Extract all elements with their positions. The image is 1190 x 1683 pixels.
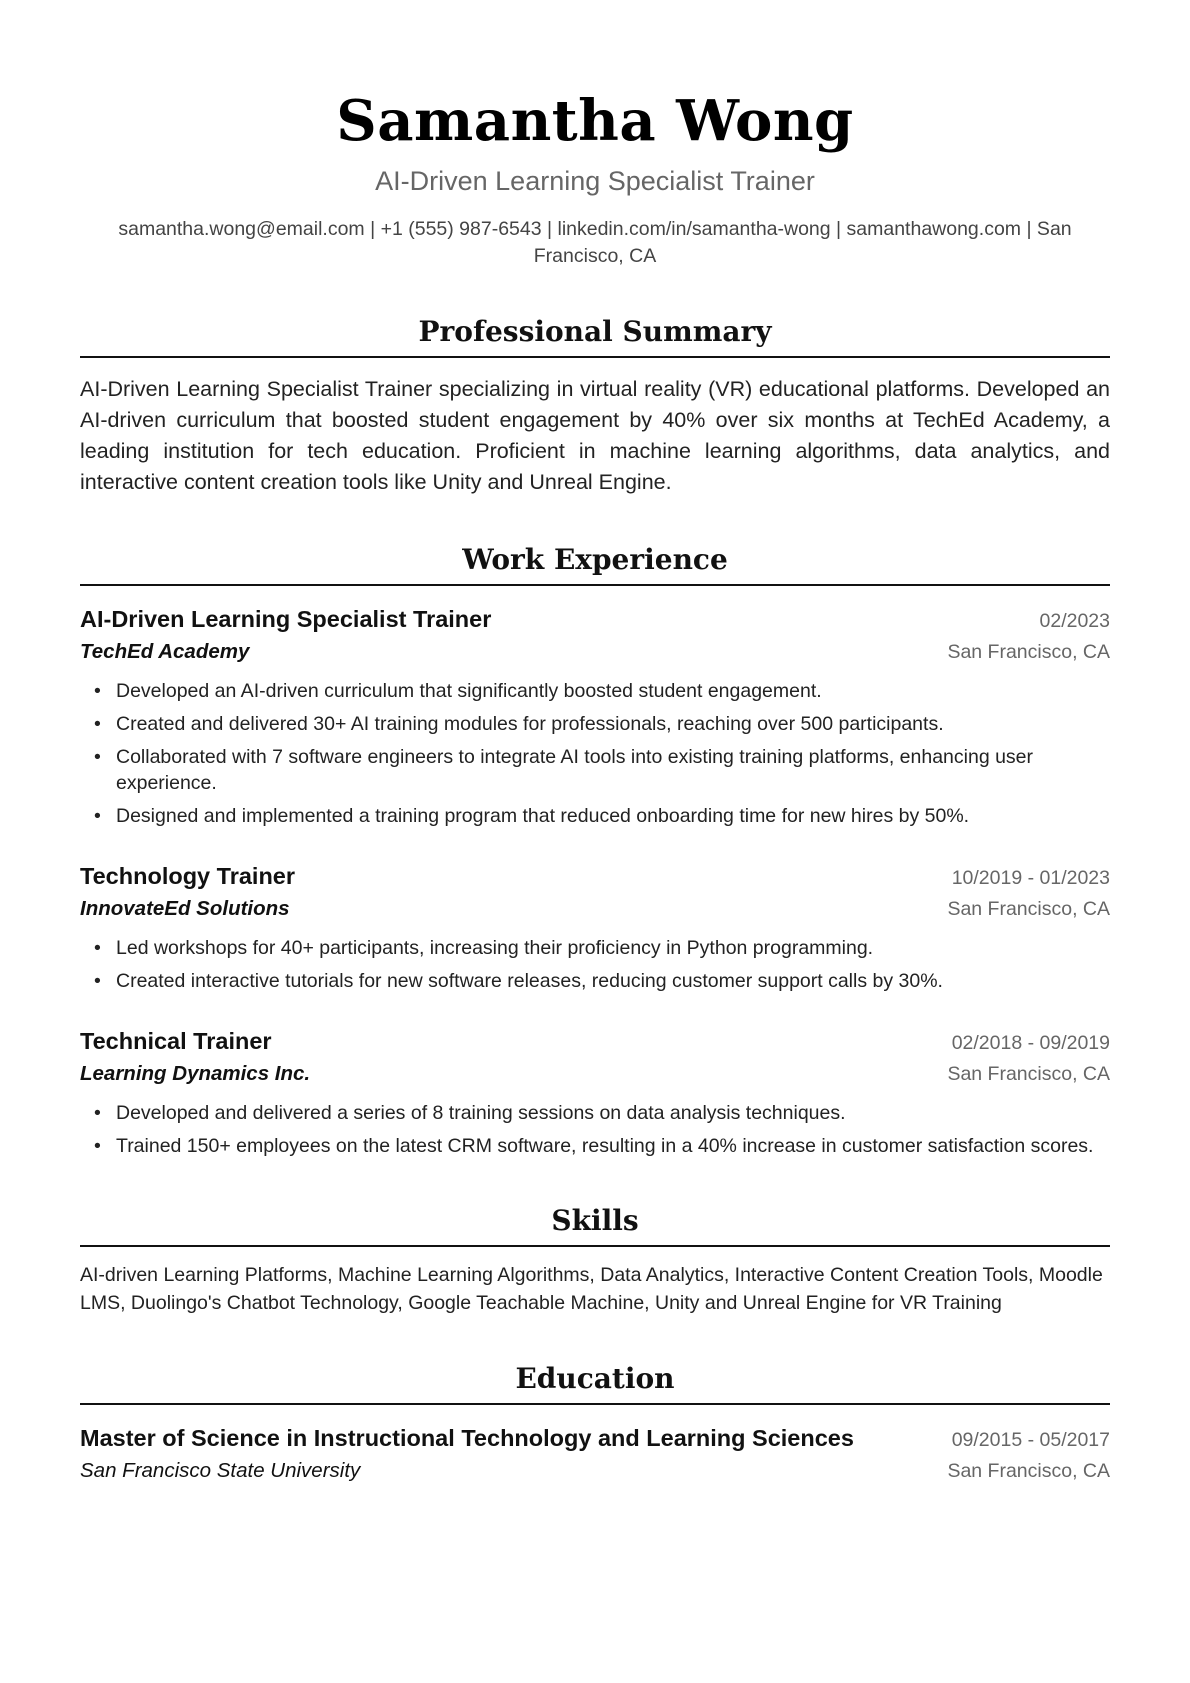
resume-header — [80, 88, 1110, 270]
bullet-item: • Collaborated with 7 software engineers to integrate AI tools into existing training platforms, enhancing user experience. — [116, 744, 1110, 796]
job-entry — [80, 859, 1110, 994]
job-company: Learning Dynamics Inc. — [80, 1062, 311, 1085]
bullet-item: • Developed and delivered a series of 8 training sessions on data analysis techniques. — [116, 1100, 1110, 1126]
education-entry — [80, 1421, 1110, 1487]
summary-section — [80, 314, 1110, 498]
job-company: TechEd Academy — [80, 640, 250, 663]
bullet-item: • Created and delivered 30+ AI training modules for professionals, reaching over 500 participants. — [116, 711, 1110, 737]
summary-text: AI-Driven Learning Specialist Trainer specializing in virtual reality (VR) educational platforms. Developed an AI-driven curriculum that boosted student engagement by 40% over six months at TechEd Academy, a leading institution for tech education. Proficient in machine learning algorithms, data analytics, and interactive content creation tools like Unity and Unreal Engine. — [80, 377, 1110, 494]
bullet-item: • Developed an AI-driven curriculum that significantly boosted student engagement. — [116, 678, 1110, 704]
education-section — [80, 1361, 1110, 1487]
job-location: San Francisco, CA — [947, 898, 1110, 920]
job-bullets — [80, 678, 1110, 829]
job-location: San Francisco, CA — [947, 641, 1110, 663]
skills-heading: Skills — [80, 1203, 1110, 1247]
job-date: 02/2023 — [1039, 610, 1110, 632]
job-bullets — [80, 935, 1110, 994]
contact-line: samantha.wong@email.com | +1 (555) 987-6543 | linkedin.com/in/samantha-wong | samanthawong.com | San Francisco, CA — [118, 218, 1072, 267]
job-company: InnovateEd Solutions — [80, 897, 290, 920]
experience-heading: Work Experience — [80, 542, 1110, 586]
education-heading: Education — [80, 1361, 1110, 1405]
candidate-name: Samantha Wong — [336, 88, 854, 154]
job-title: Technology Trainer — [80, 863, 296, 889]
bullet-item: • Trained 150+ employees on the latest CRM software, resulting in a 40% increase in customer satisfaction scores. — [116, 1133, 1110, 1159]
experience-section — [80, 542, 1110, 1159]
school-name: San Francisco State University — [80, 1459, 361, 1482]
bullet-item: • Created interactive tutorials for new software releases, reducing customer support calls by 30%. — [116, 968, 1110, 994]
job-date: 10/2019 - 01/2023 — [951, 867, 1110, 889]
summary-heading: Professional Summary — [80, 314, 1110, 358]
job-bullets — [80, 1100, 1110, 1159]
degree-title: Master of Science in Instructional Technology and Learning Sciences — [80, 1425, 854, 1451]
job-entry — [80, 1024, 1110, 1159]
job-date: 02/2018 - 09/2019 — [951, 1032, 1110, 1054]
job-title: AI-Driven Learning Specialist Trainer — [80, 606, 492, 632]
job-entry — [80, 602, 1110, 829]
job-title: Technical Trainer — [80, 1028, 272, 1054]
skills-text: AI-driven Learning Platforms, Machine Learning Algorithms, Data Analytics, Interactive Content Creation Tools, Moodle LMS, Duolingo's Chatbot Technology, Google Teachable Machine, Unity and Unreal Engine for VR Training — [80, 1264, 1103, 1314]
bullet-item: • Led workshops for 40+ participants, increasing their proficiency in Python programming. — [116, 935, 1110, 961]
skills-section — [80, 1203, 1110, 1317]
bullet-item: • Designed and implemented a training program that reduced onboarding time for new hires by 50%. — [116, 803, 1110, 829]
education-location: San Francisco, CA — [947, 1460, 1110, 1482]
candidate-title: AI-Driven Learning Specialist Trainer — [375, 166, 815, 196]
education-date: 09/2015 - 05/2017 — [951, 1429, 1110, 1451]
job-location: San Francisco, CA — [947, 1063, 1110, 1085]
